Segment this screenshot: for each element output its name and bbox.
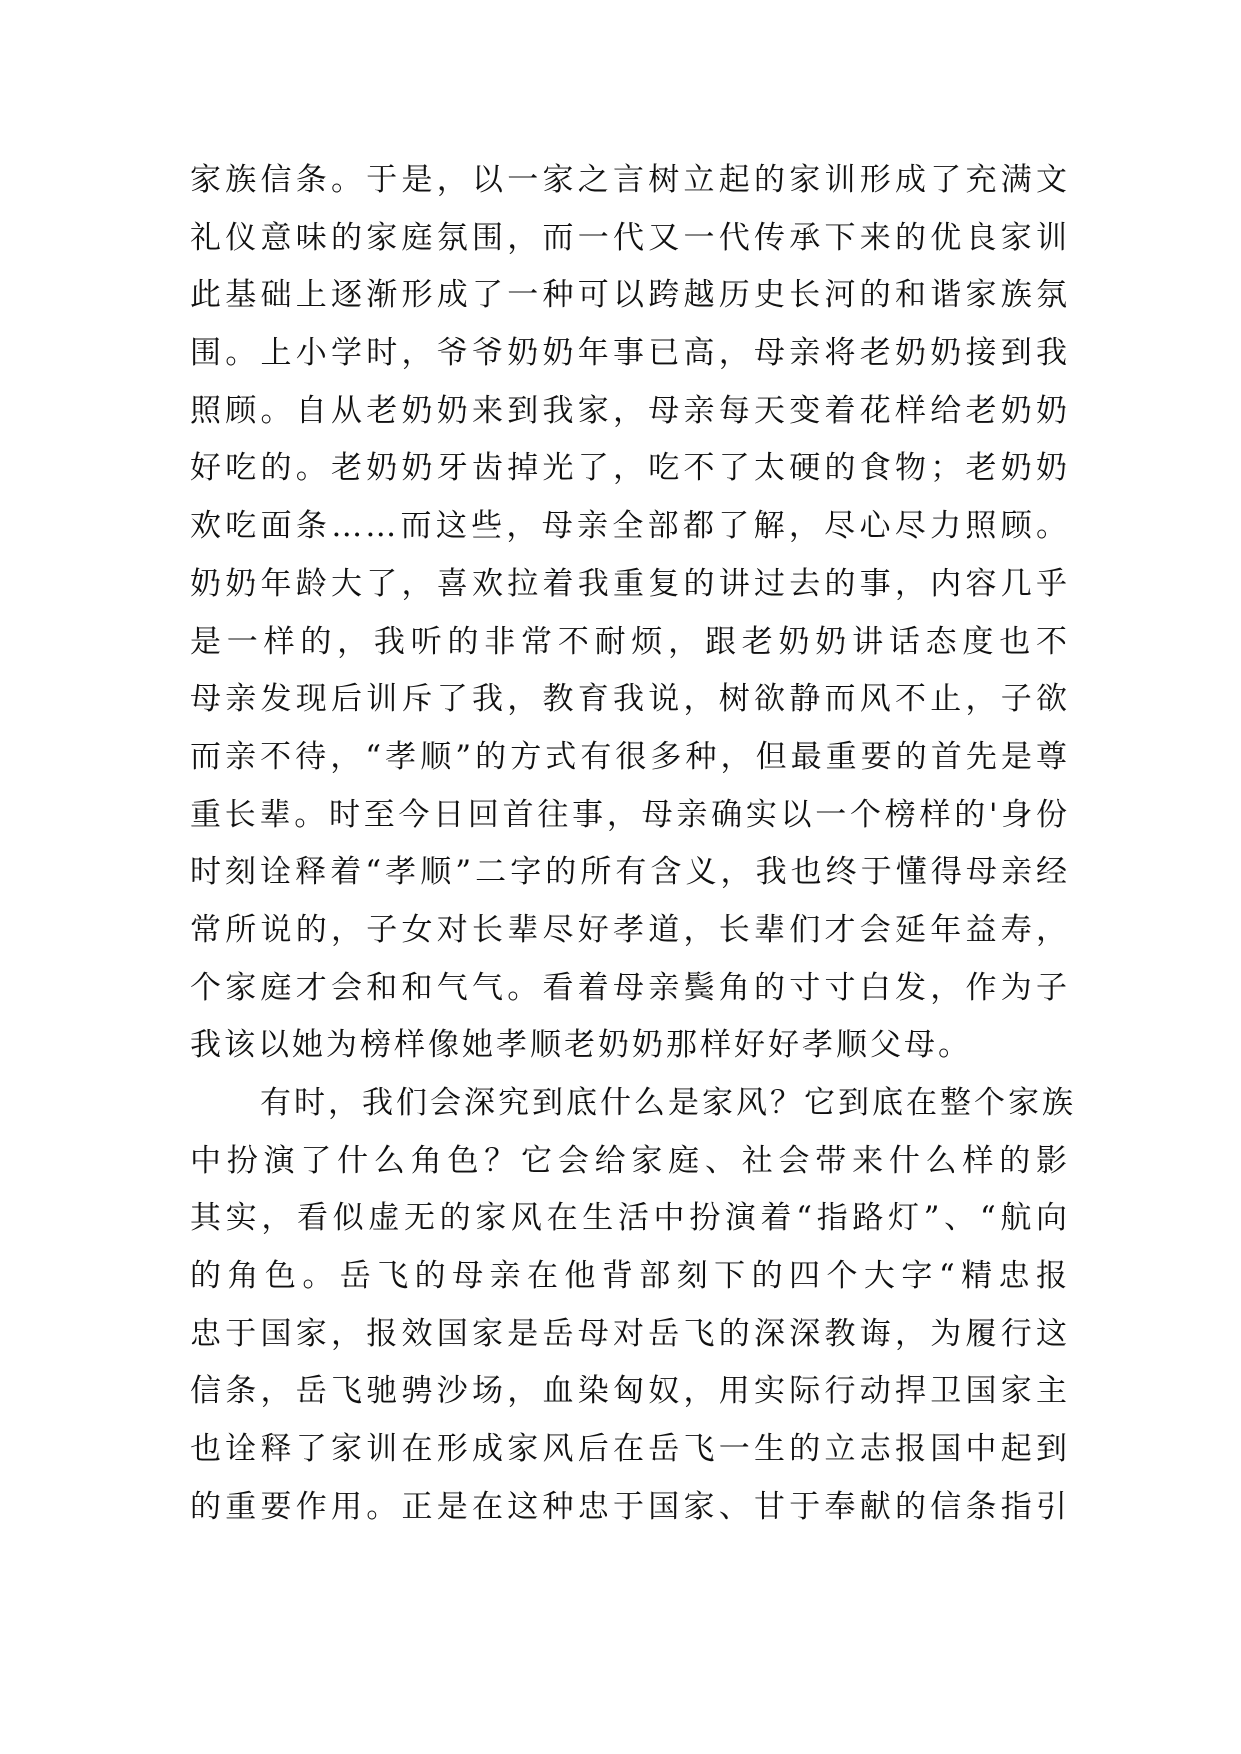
text-line: 有时，我们会深究到底什么是家风？它到底在整个家族 (260, 1085, 1076, 1121)
text-line: 常所说的，子女对长辈尽好孝道，长辈们才会延年益寿， (190, 911, 1070, 948)
text-line: 而亲不待，“孝顺”的方式有很多种，但最重要的首先是尊 (190, 738, 1070, 775)
text-line: 个家庭才会和和气气。看着母亲鬓角的寸寸白发，作为子 (190, 969, 1070, 1006)
text-line: 重长辈。时至今日回首往事，母亲确实以一个榜样的'身份 (190, 796, 1070, 833)
text-line: 的角色。岳飞的母亲在他背部刻下的四个大字“精忠报 (190, 1258, 1070, 1295)
text-line: 照顾。自从老奶奶来到我家，母亲每天变着花样给老奶奶 (190, 392, 1070, 429)
paragraph (190, 152, 1070, 1075)
text-line: 奶奶年龄大了，喜欢拉着我重复的讲过去的事，内容几乎 (190, 565, 1070, 602)
text-line: 母亲发现后训斥了我，教育我说，树欲静而风不止，子欲 (190, 681, 1070, 718)
text-line: 我该以她为榜样像她孝顺老奶奶那样好好孝顺父母。 (190, 1027, 972, 1064)
text-line: 围。上小学时，爷爷奶奶年事已高，母亲将老奶奶接到我 (190, 335, 1070, 372)
text-line: 中扮演了什么角色？它会给家庭、社会带来什么样的影 (190, 1142, 1070, 1179)
text-line: 的重要作用。正是在这种忠于国家、甘于奉献的信条指引 (190, 1488, 1070, 1525)
text-line: 忠于国家，报效国家是岳母对岳飞的深深教诲，为履行这 (190, 1315, 1070, 1352)
text-line: 其实，看似虚无的家风在生活中扮演着“指路灯”、“航向 (190, 1200, 1070, 1237)
text-line: 家族信条。于是，以一家之言树立起的家训形成了充满文 (190, 162, 1070, 198)
text-line: 信条，岳飞驰骋沙场，血染匈奴，用实际行动捍卫国家主 (190, 1373, 1070, 1410)
text-line: 礼仪意味的家庭氛围，而一代又一代传承下来的优良家训 (190, 219, 1070, 256)
paragraph (190, 1075, 1076, 1537)
text-line: 时刻诠释着“孝顺”二字的所有含义，我也终于懂得母亲经 (190, 854, 1070, 891)
document-body (190, 152, 1076, 1537)
text-line: 欢吃面条……而这些，母亲全部都了解，尽心尽力照顾。 (190, 508, 1070, 545)
text-line: 好吃的。老奶奶牙齿掉光了，吃不了太硬的食物；老奶奶 (190, 450, 1070, 487)
text-line: 是一样的，我听的非常不耐烦，跟老奶奶讲话态度也不 (190, 623, 1070, 660)
text-line: 此基础上逐渐形成了一种可以跨越历史长河的和谐家族氛 (190, 277, 1070, 314)
text-line: 也诠释了家训在形成家风后在岳飞一生的立志报国中起到 (190, 1431, 1070, 1468)
